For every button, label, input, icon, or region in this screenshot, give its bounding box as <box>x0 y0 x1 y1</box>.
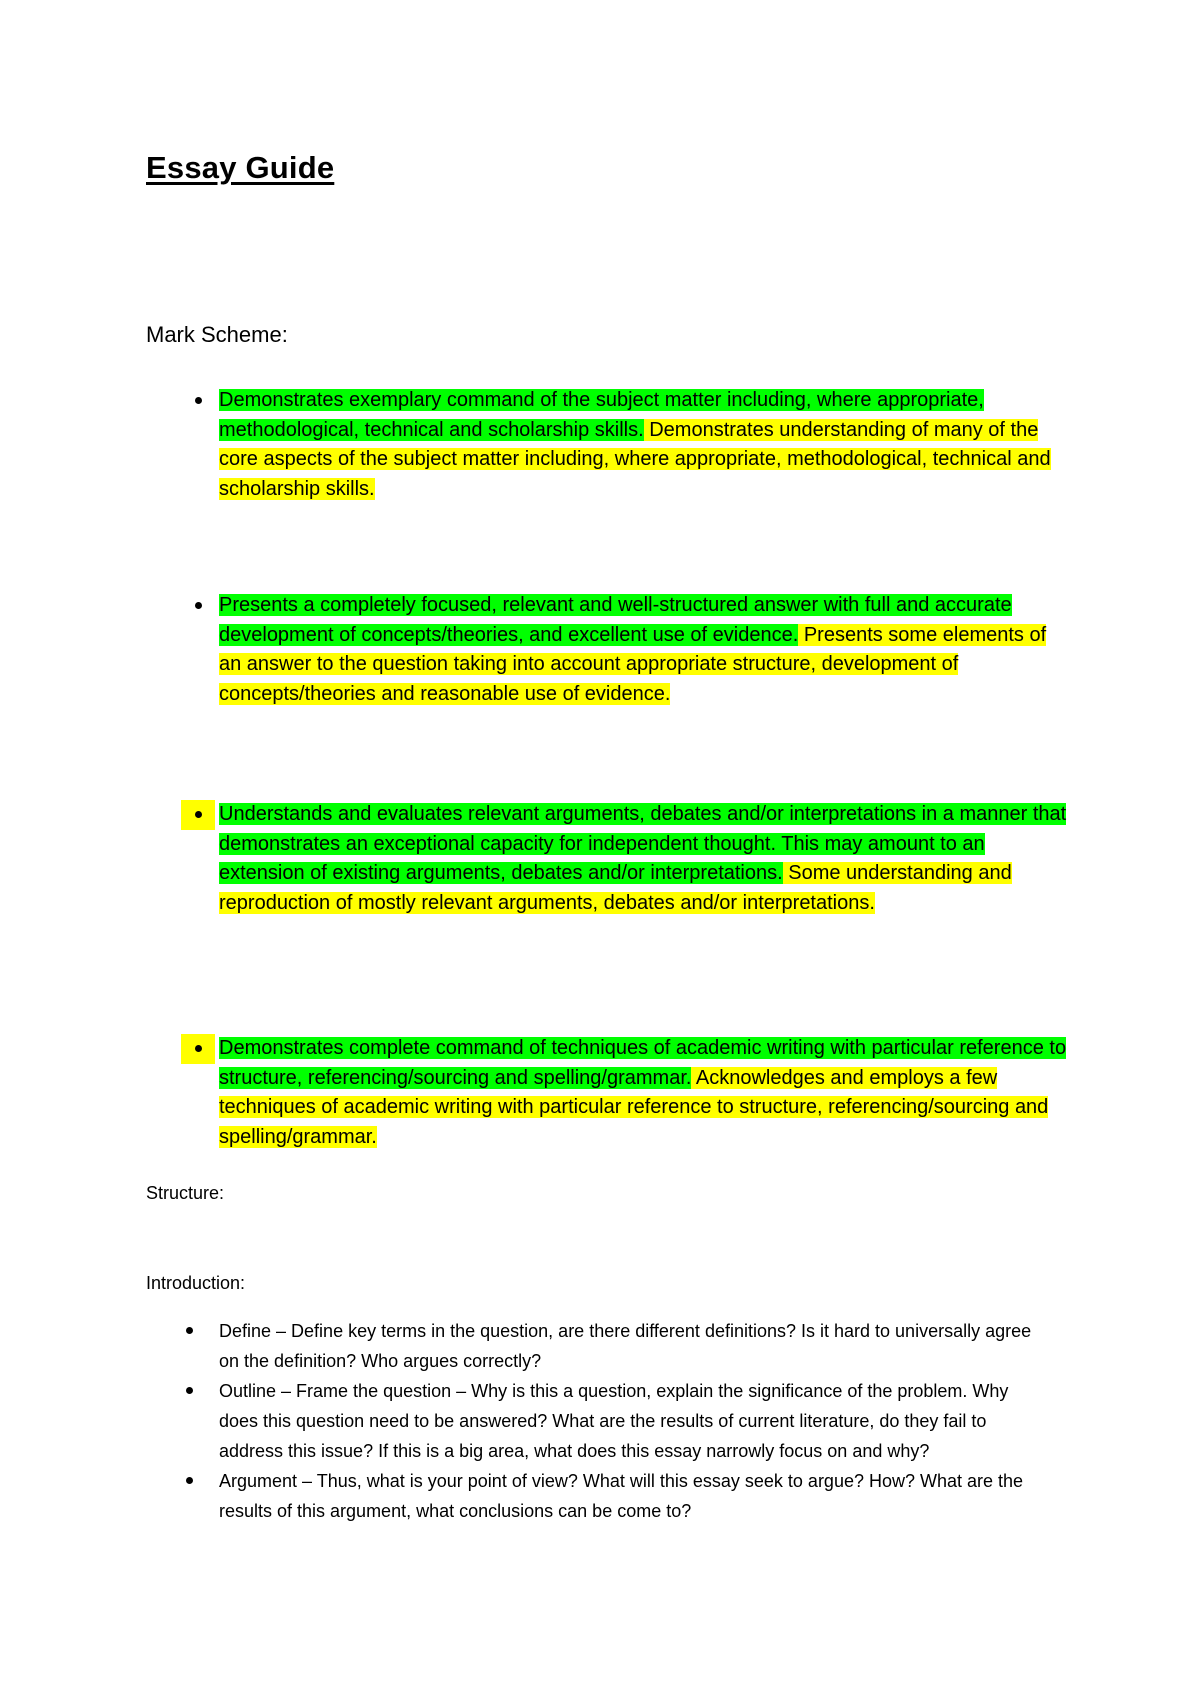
mark-scheme-item-text <box>219 1034 1069 1152</box>
bullet-icon <box>181 800 215 830</box>
mark-scheme-item-text <box>219 591 1069 709</box>
introduction-item-text: Argument – Thus, what is your point of view? What will this essay seek to argue? How? What are the results of this argument, what conclusions can be come to? <box>219 1471 1024 1521</box>
green-highlight-text: Demonstrates exemplary command of the subject matter including, where appropriate, methodological, technical and scholarship skills. <box>219 389 984 441</box>
bullet-icon <box>186 1477 193 1484</box>
bullet-icon <box>186 1387 193 1394</box>
yellow-highlight-text: Presents some elements of an answer to the question taking into account appropriate structure, development of concepts/theories and reasonable use of evidence. <box>219 623 1047 705</box>
green-highlight-text: Demonstrates complete command of techniques of academic writing with particular reference to structure, referencing/sourcing and spelling/grammar. <box>219 1037 1067 1089</box>
mark-scheme-item-text <box>219 386 1069 504</box>
yellow-highlight-text: Acknowledges and employs a few techniques of academic writing with particular reference to structure, referencing/sourcing and spelling/grammar. <box>219 1066 1049 1148</box>
introduction-label: Introduction: <box>146 1273 246 1293</box>
list-item <box>146 1316 1046 1376</box>
list-item <box>146 1466 1046 1526</box>
introduction-item-text: Outline – Frame the question – Why is this a question, explain the significance of the problem. Why does this question need to be answered? What are the results of current literature, do they fail to address this issue? If this is a big area, what does this essay narrowly focus on and why? <box>219 1381 1009 1461</box>
introduction-list <box>146 1316 1046 1526</box>
mark-scheme-heading: Mark Scheme: <box>146 322 288 347</box>
list-item <box>146 1376 1046 1466</box>
structure-label: Structure: <box>146 1183 225 1203</box>
yellow-highlight-text: Demonstrates understanding of many of the core aspects of the subject matter including, where appropriate, methodological, technical and scholarship skills. <box>219 418 1051 500</box>
bullet-icon <box>186 1327 193 1334</box>
bullet-icon <box>181 1034 215 1064</box>
document-title: Essay Guide <box>146 150 335 185</box>
introduction-item-text: Define – Define key terms in the question, are there different definitions? Is it hard to universally agree on the definition? Who argues correctly? <box>219 1321 1032 1371</box>
bullet-icon <box>181 591 215 621</box>
bullet-icon <box>181 386 215 416</box>
green-highlight-text: Understands and evaluates relevant arguments, debates and/or interpretations in a manner that demonstrates an exceptional capacity for independent thought. This may amount to an extension of existing arguments, debates and/or interpretations. <box>219 803 1067 884</box>
yellow-highlight-text: Some understanding and reproduction of mostly relevant arguments, debates and/or interpretations. <box>219 862 1012 914</box>
green-highlight-text: Presents a completely focused, relevant and well-structured answer with full and accurate development of concepts/theories, and excellent use of evidence. <box>219 594 1012 646</box>
mark-scheme-item-text <box>219 800 1069 918</box>
